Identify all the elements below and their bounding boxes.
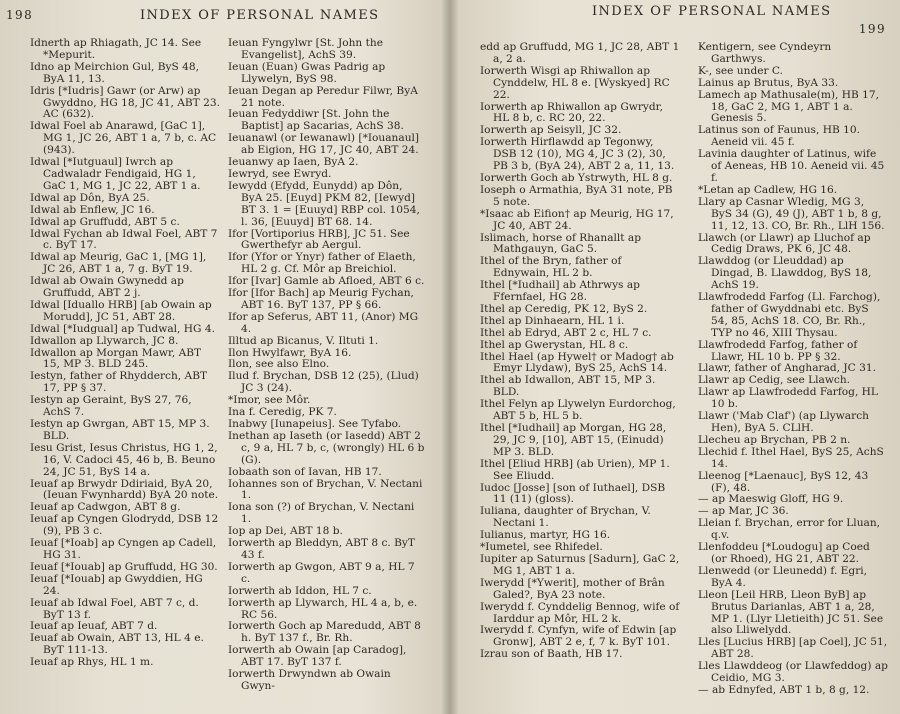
index-entry: Ithel ap Dinhaearn, HL 1 i.: [480, 314, 625, 327]
index-entry: Iop ap Dei, ABT 18 b.: [228, 525, 343, 538]
index-entry: Iorwerth Hirflawdd ap Tegonwy, DSB 12 (10), MG 4, JC 3 (2), 30, PB 3 b, (ByA 24), ABT 2 a, 11, 13.: [480, 136, 675, 173]
index-entry: — ap Maeswig Gloff, HG 9.: [698, 493, 844, 506]
index-entry: *Letan ap Cadlew, HG 16.: [698, 183, 838, 196]
index-entry: edd ap Gruffudd, MG 1, JC 28, ABT 1 a, 2 a.: [480, 41, 680, 65]
index-entry: Ieuaf [*Iouab] ap Gruffudd, HG 30.: [30, 560, 218, 573]
index-column-left: [30, 38, 220, 669]
index-entry: Idwal ap Meurig, GaC 1, [MG 1], JC 26, ABT 1 a, 7 g. ByT 19.: [30, 251, 207, 276]
index-entry: Ithel Felyn ap Llywelyn Eurdorchog, ABT 5 b, HL 5 b.: [480, 398, 676, 423]
index-entry: Idwallon ap Llywarch, JC 8.: [30, 334, 179, 347]
index-entry: Ifor ap Seferus, ABT 11, (Anor) MG 4.: [228, 310, 419, 335]
index-entry: Ieuan Degan ap Peredur Filwr, ByA 21 note.: [228, 84, 418, 109]
index-column-left: [480, 42, 680, 661]
index-entry: Iudoc [Josse] [son of Iuthael], DSB 11 (11) (gloss).: [480, 481, 666, 506]
index-entry: Ieuan (Euan) Gwas Padrig ap Llywelyn, ByS 98.: [228, 60, 386, 85]
index-column-right: [698, 42, 888, 697]
index-entry: Iorwerth ap Bleddyn, ABT 8 c. ByT 43 f.: [228, 537, 415, 561]
index-entry: Ilon Hwylfawr, ByA 16.: [228, 346, 352, 359]
index-entry: Iorwerth Goch ap Maredudd, ABT 8 h. ByT 137 f., Br. Rh.: [228, 620, 421, 645]
index-entry: Iuliana, daughter of Brychan, V. Nectani 1.: [480, 505, 651, 530]
index-entry: Ithel [*Iudhail] ab Athrwys ap Ffernfael, HG 28.: [480, 279, 640, 304]
index-entry: Latinus son of Faunus, HB 10. Aeneid vii. 45 f.: [698, 124, 860, 149]
index-entry: Idwal Foel ab Anarawd, [GaC 1], MG 1, JC 26, ABT 1 a, 7 b, c. AC (943).: [30, 120, 217, 157]
index-entry: Iorwerth Goch ab Ystrwyth, HL 8 g.: [480, 171, 673, 184]
index-entry: Llawr, father of Angharad, JC 31.: [698, 362, 876, 375]
index-entry: Ithel [Eliud HRB] (ab Urien), MP 1. See Eliudd.: [480, 457, 670, 482]
index-entry: Idno ap Meirchion Gul, ByS 48, ByA 11, 13.: [30, 60, 199, 85]
index-entry: Iohannes son of Brychan, V. Nectani 1.: [228, 477, 423, 502]
page-header: [482, 4, 886, 36]
index-entry: Idwal [*Iudgual] ap Tudwal, HG 4.: [30, 322, 215, 335]
index-entry: Llary ap Casnar Wledig, MG 3, ByS 34 (G), 49 (J), ABT 1 b, 8 g, 11, 12, 13. CO, Br. Rh., LlH 156.: [698, 195, 885, 232]
index-entry: *Imor, see Môr.: [228, 394, 311, 407]
index-entry: Ieuaf [*Iouab] ap Gwyddien, HG 24.: [30, 572, 203, 597]
index-entry: Llawddog (or Lleuddad) ap Dingad, B. Llawddog, ByS 18, AchS 19.: [698, 255, 872, 292]
index-entry: *Iumetel, see Rhifedel.: [480, 541, 603, 554]
index-entry: Llechid f. Ithel Hael, ByS 25, AchS 14.: [698, 445, 884, 470]
index-entry: Llecheu ap Brychan, PB 2 n.: [698, 433, 851, 446]
index-entry: Idnerth ap Rhiagath, JC 14. See *Mepurit.: [30, 37, 202, 61]
index-entry: Llawfrodedd Farfog, father of Llawr, HL 10 b. PP § 32.: [698, 338, 858, 363]
index-entry: Ioseph o Armathia, ByA 31 note, PB 5 note.: [480, 183, 673, 208]
index-entry: Ithel Hael (ap Hywel† or Madog† ab Emyr Llydaw), ByS 25, AchS 14.: [480, 350, 674, 375]
right-page: [452, 0, 900, 714]
index-entry: Lainus ap Brutus, ByA 33.: [698, 76, 839, 89]
index-entry: Ithel [*Iudhail] ap Morgan, HG 28, 29, JC 9, [10], ABT 15, (Einudd) MP 3. BLD.: [480, 422, 667, 458]
index-entry: Ieuaf ap Ieuaf, ABT 7 d.: [30, 620, 158, 633]
index-entry: Ilon, see also Elno.: [228, 358, 330, 371]
index-entry: Iorwerth ap Rhiwallon ap Gwrydr, HL 8 b, c. RC 20, 22.: [480, 100, 663, 125]
index-entry: Ieuaf ap Cyngen Glodrydd, DSB 12 (9), PB 3 c.: [30, 513, 219, 538]
index-entry: Ina f. Ceredig, PK 7.: [228, 406, 337, 419]
index-entry: Idwal ab Owain Gwynedd ap Gruffudd, ABT 2 j.: [30, 275, 184, 300]
index-entry: Iorwerth Drwyndwn ab Owain Gwyn-: [228, 668, 391, 692]
index-entry: Idwal ap Gruffudd, ABT 5 c.: [30, 215, 180, 228]
index-entry: Ieuaf ab Owain, ABT 13, HL 4 e. ByT 111-13.: [30, 632, 204, 657]
index-entry: Ithel ab Edryd, ABT 2 c, HL 7 c.: [480, 326, 652, 339]
index-entry: Iwerydd f. Cynddelig Bennog, wife of Iarddur ap Môr, HL 2 k.: [480, 600, 680, 625]
index-entry: Ilud f. Brychan, DSB 12 (25), (Llud) JC 3 (24).: [228, 370, 419, 395]
index-entry: Inabwy [Iunapeius]. See Tyfabo.: [228, 418, 402, 430]
index-entry: Iestyn, father of Rhydderch, ABT 17, PP § 37.: [30, 370, 208, 395]
index-entry: Iona son (?) of Brychan, V. Nectani 1.: [228, 501, 415, 526]
index-entry: Ithel ab Idwallon, ABT 15, MP 3. BLD.: [480, 374, 656, 399]
index-entry: Llawr ('Mab Claf') (ap Llywarch Hen), ByA 5. CLlH.: [698, 410, 869, 434]
index-entry: Iupiter ap Saturnus [Sadurn], GaC 2, MG 1, ABT 1 a.: [480, 552, 680, 577]
index-entry: Llenwedd (or Lleunedd) f. Egri, ByA 4.: [698, 564, 868, 589]
index-entry: Iestyn ap Gwrgan, ABT 15, MP 3. BLD.: [30, 418, 210, 442]
index-entry: *Isaac ab Eifion† ap Meurig, HG 17, JC 40, ABT 24.: [480, 207, 674, 232]
index-entry: Kentigern, see Cyndeyrn Garthwys.: [698, 41, 832, 65]
index-entry: Iewydd (Efydd, Eunydd) ap Dôn, ByA 25. [Euyd] PKM 82, [Iewyd] BT 3. 1 = [Euuyd] RBP col. 1054, l. 36, [Euuyd] BT 68. 14.: [228, 179, 420, 228]
index-entry: Iwerydd f. Cynfyn, wife of Edwin [ap Gronw], ABT 2 e, f, 7 k. ByT 101.: [480, 624, 677, 649]
index-entry: Llenfoddeu [*Loudogu] ap Coed (or Rhoed), HG 21, ABT 22.: [698, 541, 870, 565]
index-entry: Ieuan Fyngylwr [St. John the Evangelist], AchS 39.: [228, 37, 383, 61]
index-entry: Llawch (or Llawr) ap Lluchof ap Cedig Draws, PK 6, JC 48.: [698, 231, 871, 256]
index-entry: Idwallon ap Morgan Mawr, ABT 15, MP 3. BLD 245.: [30, 346, 202, 371]
index-entry: Lamech ap Mathusale(m), HB 17, 18, GaC 2, MG 1, ABT 1 a. Genesis 5.: [698, 88, 880, 125]
index-entry: Idris [*Iudris] Gawr (or Arw) ap Gwyddno, HG 18, JC 41, ABT 23. AC (632).: [30, 84, 220, 121]
index-entry: Ifor [Ifor Bach] ap Meurig Fychan, ABT 16. ByT 137, PP § 66.: [228, 287, 414, 311]
index-entry: Iesu Grist, Iesus Christus, HG 1, 2, 16, V. Cadoci 45, 46 b, B. Beuno 24, JC 51, ByS 14 a.: [30, 441, 218, 478]
index-entry: — ap Mar, JC 36.: [698, 505, 789, 518]
index-entry: Ieuanawl (or Iewanawl) [*Iouanaul] ab Eigion, HG 17, JC 40, ABT 24.: [228, 132, 420, 157]
index-entry: Iorwerth ab Owain [ap Caradog], ABT 17. ByT 137 f.: [228, 644, 407, 669]
index-entry: Idwal [*Iutguaul] Iwrch ap Cadwaladr Fendigaid, HG 1, GaC 1, MG 1, JC 22, ABT 1 a.: [30, 156, 201, 192]
index-entry: Llawr ap Llawfrodedd Farfog, HL 10 b.: [698, 386, 878, 411]
index-entry: Iestyn ap Geraint, ByS 27, 76, AchS 7.: [30, 394, 192, 419]
index-entry: Lles Llawddeog (or Llawfeddog) ap Ceidio, MG 3.: [698, 660, 888, 685]
index-entry: Lleian f. Brychan, error for Lluan, q.v.: [698, 517, 881, 542]
index-entry: Ieuaf ap Cadwgon, ABT 8 g.: [30, 501, 181, 514]
index-entry: Iorwerth ap Seisyll, JC 32.: [480, 124, 622, 137]
index-entry: Iulianus, martyr, HG 16.: [480, 529, 611, 542]
index-entry: Lleenog [*Laenauc], ByS 12, 43 (F), 48.: [698, 469, 869, 494]
index-entry: Ithel ap Gwerystan, HL 8 c.: [480, 338, 629, 351]
running-head: INDEX OF PERSONAL NAMES: [592, 4, 832, 19]
index-entry: Lleon [Leil HRB, Lleon ByB] ap Brutus Darianlas, ABT 1 a, 28, MP 1. (Llyr Lletieith) JC 51. See also Lliwelydd.: [698, 588, 884, 637]
index-entry: Iorwerth Wisgi ap Rhiwallon ap Cynddelw, HL 8 e. [Wyskyed] RC 22.: [480, 64, 670, 101]
index-entry: Ieuan Fedyddiwr [St. John the Baptist] ap Sacarias, AchS 38.: [228, 108, 404, 133]
index-column-right: [228, 38, 426, 693]
index-entry: Ifor [Vortiporius HRB], JC 51. See Gwerthefyr ab Aergul.: [228, 227, 410, 252]
index-entry: Inethan ap Iaseth (or Iasedd) ABT 2 c, 9 a, HL 7 b, c, (wrongly) HL 6 b (G).: [228, 429, 425, 466]
index-entry: Lles [Lucius HRB] [ap Coel], JC 51, ABT 28.: [698, 636, 888, 661]
index-entry: Ithel ap Ceredig, PK 12, ByS 2.: [480, 302, 648, 315]
page-number: 198: [6, 8, 34, 22]
index-entry: Iewryd, see Ewryd.: [228, 167, 332, 180]
index-entry: Izrau son of Baath, HB 17.: [480, 648, 623, 661]
index-entry: — ab Ednyfed, ABT 1 b, 8 g, 12.: [698, 683, 870, 696]
index-entry: Iorwerth ap Llywarch, HL 4 a, b, e. RC 56.: [228, 596, 418, 621]
index-entry: Ifor (Yfor or Ynyr) father of Elaeth, HL 2 g. Cf. Môr ap Breichiol.: [228, 251, 416, 276]
index-entry: Llawr ap Cedig, see Llawch.: [698, 374, 851, 387]
left-page: [0, 0, 448, 714]
index-entry: Islimach, horse of Rhanallt ap Mathgauyn, GaC 5.: [480, 231, 642, 256]
index-entry: Iorwerth ab Iddon, HL 7 c.: [228, 584, 372, 597]
index-entry: Ithel of the Bryn, father of Ednywain, HL 2 b.: [480, 255, 622, 280]
index-entry: Idwal Fychan ab Idwal Foel, ABT 7 c. ByT 17.: [30, 227, 218, 252]
index-entry: Ieuaf [*Ioab] ap Cyngen ap Cadell, HG 31.: [30, 537, 217, 561]
index-entry: Idwal [Iduallo HRB] [ab Owain ap Morudd], JC 51, ABT 28.: [30, 298, 212, 323]
index-entry: Ifor [Ivar] Gamle ab Afloed, ABT 6 c.: [228, 275, 425, 288]
index-entry: K-, see under C.: [698, 64, 784, 77]
page-header: [6, 8, 428, 28]
index-entry: Ieuaf ap Brwydr Ddiriaid, ByA 20, (Ieuan Fwynhardd) ByA 20 note.: [30, 477, 219, 502]
index-entry: Ieuaf ab Idwal Foel, ABT 7 c, d. ByT 13 f.: [30, 596, 199, 621]
running-head: INDEX OF PERSONAL NAMES: [140, 8, 380, 23]
index-entry: Llawfrodedd Farfog (Ll. Farchog), father of Gwyddnabi etc. ByS 54, 85, AchS 18. CO, Br. Rh., TYP no 46, XIII Thysau.: [698, 291, 881, 339]
index-entry: Ieuanwy ap Iaen, ByA 2.: [228, 156, 359, 169]
page-number: 199: [858, 22, 886, 36]
index-entry: Iobaath son of Iavan, HB 17.: [228, 465, 382, 478]
index-entry: Idwal ap Dôn, ByA 25.: [30, 191, 150, 204]
index-entry: Idwal ab Enflew, JC 16.: [30, 203, 155, 216]
index-entry: Illtud ap Bicanus, V. Iltuti 1.: [228, 334, 379, 347]
index-entry: Lavinia daughter of Latinus, wife of Aeneas, HB 10. Aeneid vii. 45 f.: [698, 148, 885, 184]
index-entry: Iorwerth ap Gwgon, ABT 9 a, HL 7 c.: [228, 560, 415, 585]
index-entry: Iwerydd [*Ywerit], mother of Brân Galed?, ByA 23 note.: [480, 576, 665, 601]
index-entry: Ieuaf ap Rhys, HL 1 m.: [30, 656, 154, 669]
